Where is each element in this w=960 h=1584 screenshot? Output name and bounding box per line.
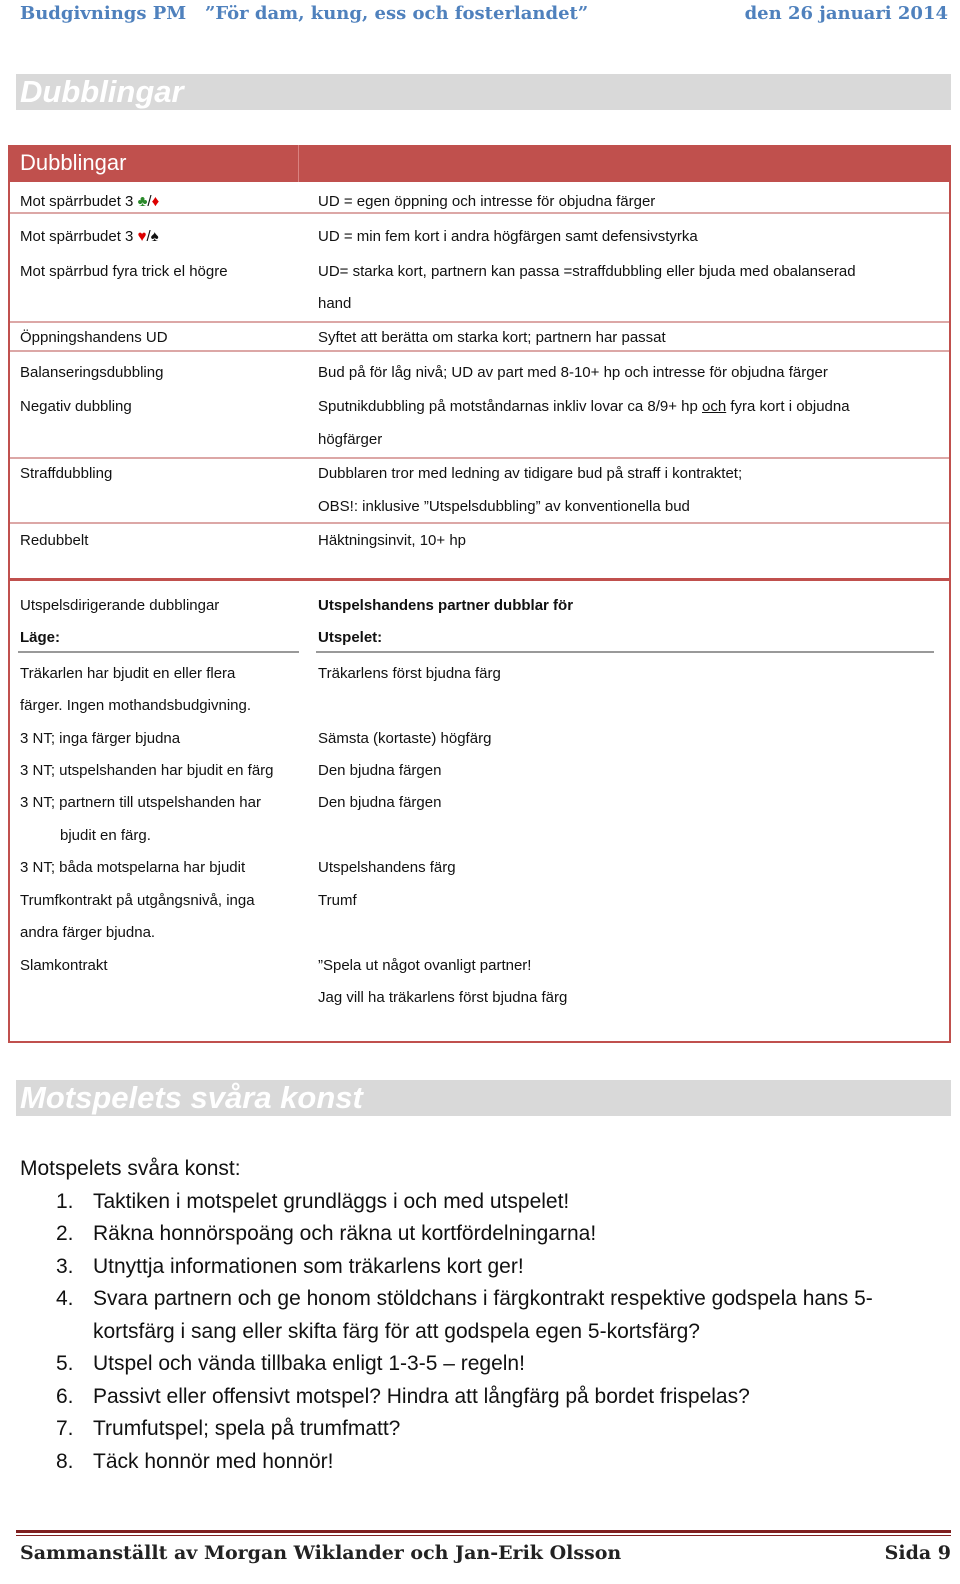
heart-icon: ♥ — [137, 228, 147, 245]
utspel-lead: Den bjudna färgen — [318, 794, 442, 811]
motspel-list — [20, 1153, 950, 1483]
table-row-label: Negativ dubbling — [20, 398, 132, 415]
utspel-situation: 3 NT; båda motspelarna har bjudit — [20, 859, 246, 876]
list-item: Trumfutspel; spela på trumfmatt? — [93, 1417, 401, 1440]
footer-rule — [16, 1530, 951, 1533]
table-row-label: Mot spärrbudet 3 ♣/♦ — [20, 193, 160, 210]
list-item: Svara partnern och ge honom stöldchans i färgkontrakt respektive godspela hans 5- — [93, 1287, 873, 1310]
list-item-cont: kortsfärg i sang eller skifta färg för att godspela egen 5-kortsfärg? — [93, 1319, 700, 1343]
section-title-motspel: Motspelets svåra konst — [16, 1080, 951, 1116]
table-row-value: Bud på för låg nivå; UD av part med 8-10+ hp och intresse för objudna färger — [318, 364, 828, 381]
table-row-label: Öppningshandens UD — [20, 329, 168, 346]
table-row-value: UD = min fem kort i andra högfärgen samt defensivstyrka — [318, 228, 698, 245]
utspel-lead: Sämsta (kortaste) högfärg — [318, 730, 492, 747]
utspel-right-head: Utspelshandens partner dubblar för — [318, 597, 574, 614]
list-item-number: 4. — [56, 1287, 74, 1310]
section-title-dubblingar: Dubblingar — [16, 74, 951, 110]
footer-rule — [16, 1535, 951, 1536]
utspel-situation: Slamkontrakt — [20, 957, 108, 974]
diamond-icon: ♦ — [151, 193, 160, 210]
utspel-situation: 3 NT; utspelshanden har bjudit en färg — [20, 762, 274, 779]
list-item: Utspel och vända tillbaka enligt 1-3-5 – regeln! — [93, 1352, 525, 1375]
list-item: Passivt eller offensivt motspel? Hindra att långfärg på bordet frispelas? — [93, 1384, 750, 1408]
table-title-bar — [8, 145, 951, 182]
page-number: Sida 9 — [884, 1542, 951, 1564]
utspel-situation: andra färger bjudna. — [20, 924, 156, 941]
table-row-value: Sputnikdubbling på motståndarnas inkliv lovar ca 8/9+ hp och fyra kort i objudna — [318, 398, 850, 415]
list-item-number: 5. — [56, 1352, 74, 1375]
list-item-number: 8. — [56, 1449, 74, 1473]
utspel-situation: Trumfkontrakt på utgångsnivå, inga — [20, 892, 255, 909]
table-row-label: Redubbelt — [20, 532, 89, 549]
list-item-number: 2. — [56, 1222, 74, 1245]
table-row-value: Häktningsinvit, 10+ hp — [318, 532, 467, 549]
utspel-lead: Jag vill ha träkarlens först bjudna färg — [318, 989, 568, 1006]
page-header — [20, 0, 948, 30]
utspel-lead: ”Spela ut något ovanligt partner! — [318, 957, 532, 974]
utspel-situation: 3 NT; partnern till utspelshanden har — [20, 794, 261, 811]
page-footer — [16, 1530, 951, 1564]
header-left: Budgivnings PM — [20, 3, 187, 24]
list-item: Taktiken i motspelet grundläggs i och med utspelet! — [93, 1189, 570, 1213]
table-row-value: Syftet att berätta om starka kort; partnern har passat — [318, 329, 666, 346]
motspel-intro: Motspelets svåra konst: — [20, 1157, 241, 1180]
utspel-lead: Den bjudna färgen — [318, 762, 442, 779]
table-row-value-cont: hand — [318, 295, 352, 312]
table-row-label: Balanseringsdubbling — [20, 364, 164, 381]
list-item: Räkna honnörspoäng och räkna ut kortfördelningarna! — [93, 1222, 597, 1245]
footer-authors: Sammanställt av Morgan Wiklander och Jan-Erik Olsson — [20, 1542, 622, 1564]
table-row-value-cont: OBS!: inklusive ”Utspelsdubbling” av konventionella bud — [318, 498, 690, 515]
table-row-value: Dubblaren tror med ledning av tidigare bud på straff i kontraktet; — [318, 465, 743, 482]
utspel-head-underline — [18, 651, 299, 653]
utspel-left-head: Utspelsdirigerande dubblingar — [20, 597, 220, 614]
club-icon: ♣ — [137, 193, 148, 210]
spade-icon: ♠ — [150, 228, 159, 245]
table-row-label: Mot spärrbudet 3 ♥/♠ — [20, 228, 159, 245]
utspel-right-subhead: Utspelet: — [318, 629, 383, 646]
list-item-number: 6. — [56, 1384, 74, 1408]
list-item-number: 3. — [56, 1254, 74, 1278]
table-row-value: UD= starka kort, partnern kan passa =straffdubbling eller bjuda med obalanserad — [318, 263, 856, 280]
table-row-value-cont: högfärger — [318, 431, 383, 448]
utspel-lead: Utspelshandens färg — [318, 859, 456, 876]
table-row-label: Straffdubbling — [20, 465, 113, 482]
header-center: ”För dam, kung, ess och fosterlandet” — [205, 3, 589, 24]
table-title-divider — [298, 145, 299, 182]
header-right: den 26 januari 2014 — [744, 3, 948, 24]
table-row-label: Mot spärrbud fyra trick el högre — [20, 263, 228, 280]
utspel-lead: Trumf — [318, 892, 357, 909]
utspel-situation: 3 NT; inga färger bjudna — [20, 730, 181, 747]
list-item-number: 7. — [56, 1417, 74, 1440]
utspel-situation: färger. Ingen mothandsbudgivning. — [20, 697, 251, 714]
utspel-situation: bjudit en färg. — [60, 827, 151, 844]
list-item-number: 1. — [56, 1189, 74, 1213]
utspel-lead: Träkarlens först bjudna färg — [318, 665, 501, 682]
utspel-head-underline — [316, 651, 934, 653]
list-item: Utnyttja informationen som träkarlens kort ger! — [93, 1254, 524, 1278]
table-row-value: UD = egen öppning och intresse för objudna färger — [318, 193, 656, 210]
table-title: Dubblingar — [20, 150, 127, 175]
utspel-situation: Träkarlen har bjudit en eller flera — [20, 665, 236, 682]
utspel-left-subhead: Läge: — [20, 629, 61, 646]
list-item: Täck honnör med honnör! — [93, 1449, 334, 1473]
